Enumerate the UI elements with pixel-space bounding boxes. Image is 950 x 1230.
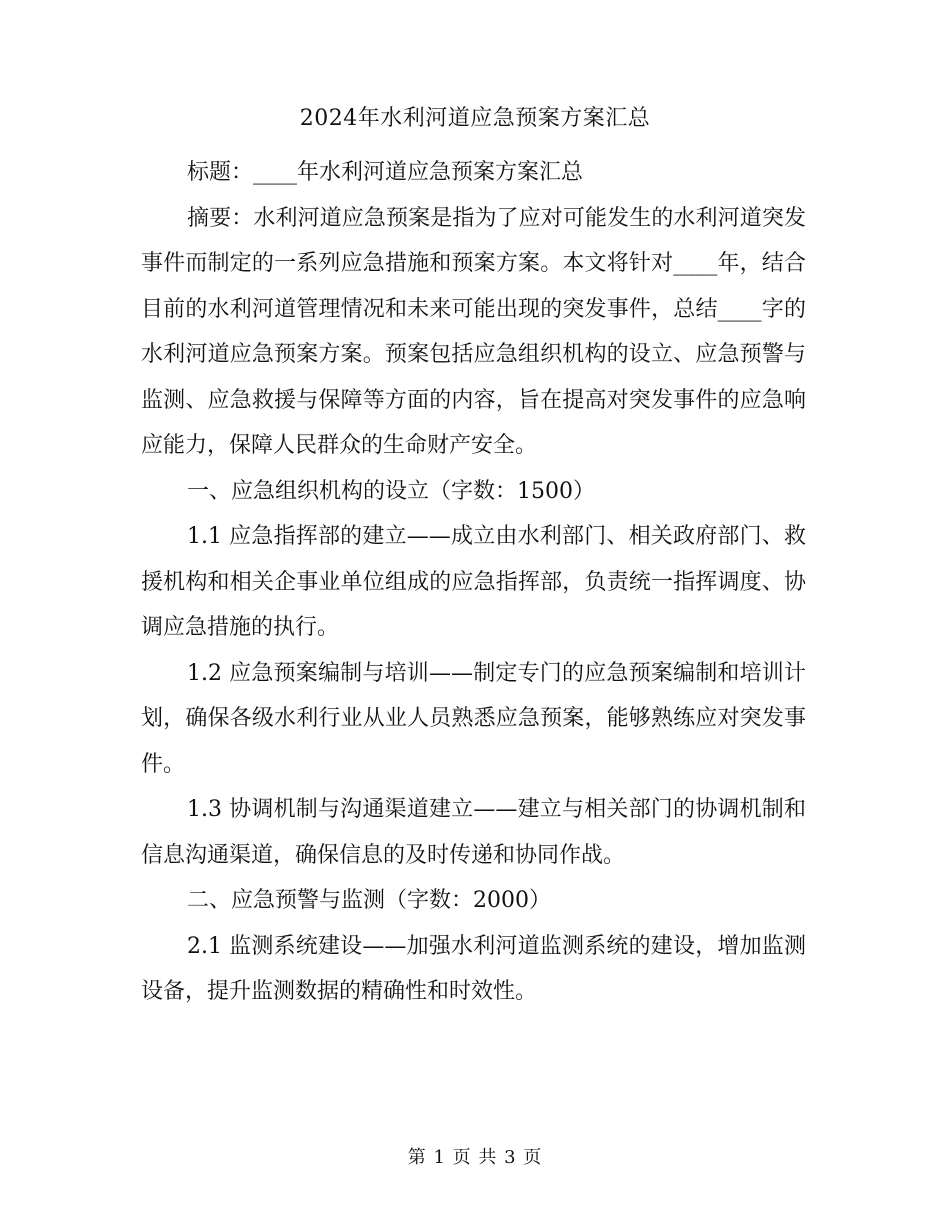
paragraph-2-1: 2.1 监测系统建设——加强水利河道监测系统的建设，增加监测设备，提升监测数据的精确性和时效性。 <box>141 933 806 1004</box>
document-body <box>141 150 806 1015</box>
section-heading-2: 二、应急预警与监测（字数：2000） <box>187 888 551 913</box>
paragraph-abstract: 摘要：水利河道应急预案是指为了应对可能发生的水利河道突发事件而制定的一系列应急措施和预案方案。本文将针对____年，结合目前的水利河道管理情况和未来可能出现的突发事件，总结____字的水利河道应急预案方案。预案包括应急组织机构的设立、应急预警与监测、应急救援与保障等方面的内容，旨在提高对突发事件的应急响应能力，保障人民群众的生命财产安全。 <box>141 205 806 458</box>
section-heading-1: 一、应急组织机构的设立（字数：1500） <box>187 478 595 504</box>
page-footer: 第 1 页 共 3 页 <box>407 1147 543 1168</box>
paragraph-1-3: 1.3 协调机制与沟通渠道建立——建立与相关部门的协调机制和信息沟通渠道，确保信息的及时传递和协同作战。 <box>141 797 806 868</box>
paragraph-1-1: 1.1 应急指挥部的建立——成立由水利部门、相关政府部门、救援机构和相关企事业单位组成的应急指挥部，负责统一指挥调度、协调应急措施的执行。 <box>141 524 806 640</box>
paragraph-1-2: 1.2 应急预案编制与培训——制定专门的应急预案编制和培训计划，确保各级水利行业从业人员熟悉应急预案，能够熟练应对突发事件。 <box>141 660 806 777</box>
document-title: 2024年水利河道应急预案方案汇总 <box>299 106 651 131</box>
paragraph-heading-line: 标题：____年水利河道应急预案方案汇总 <box>187 160 584 185</box>
